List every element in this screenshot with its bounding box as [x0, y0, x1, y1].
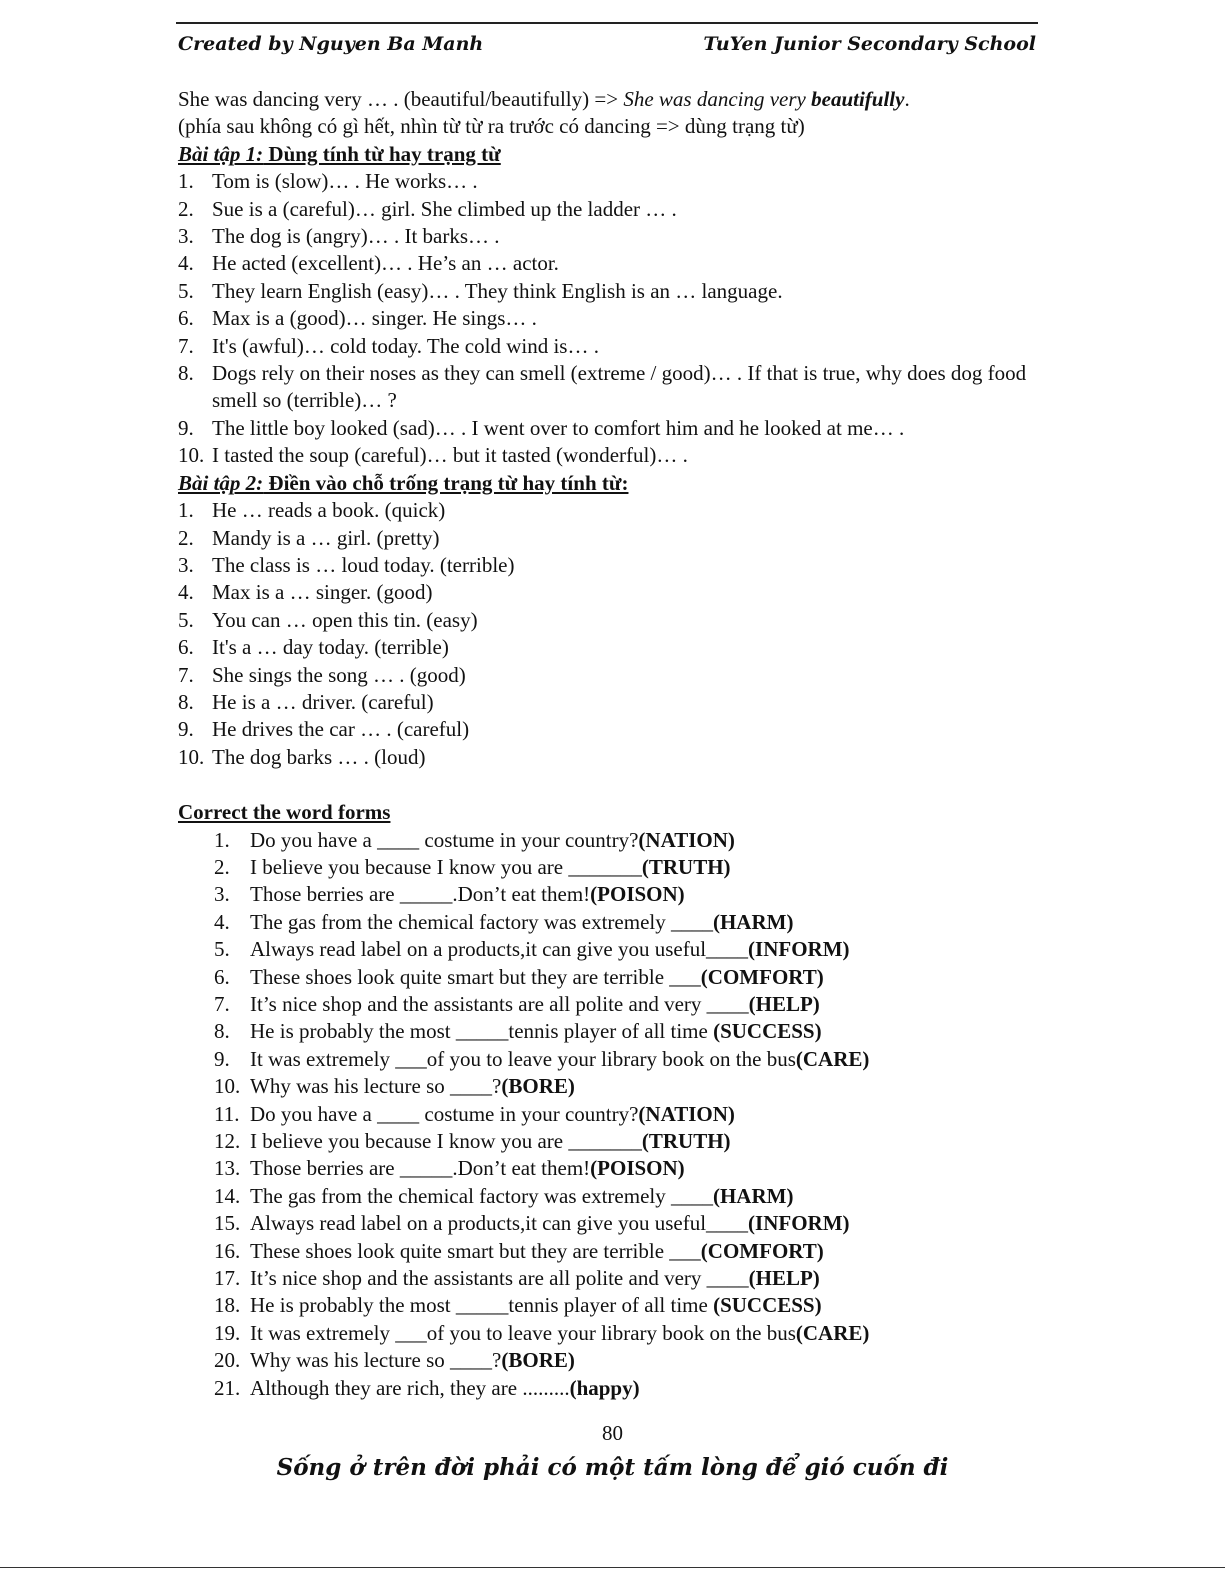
item-content — [250, 827, 735, 854]
item-number: 5. — [214, 937, 230, 962]
item-content — [250, 1073, 575, 1100]
list-item — [178, 552, 1038, 579]
intro-line-1 — [178, 86, 1038, 113]
item-hint: (SUCCESS) — [713, 1293, 822, 1318]
item-content — [212, 223, 1038, 250]
item-hint: (POISON) — [590, 882, 685, 907]
item-text: The gas from the chemical factory was extremely ____ — [250, 909, 713, 934]
item-hint: (COMFORT) — [700, 1238, 824, 1263]
header-author: Created by Nguyen Ba Manh — [178, 33, 484, 55]
item-hint: (HARM) — [712, 1183, 794, 1208]
list-item — [178, 196, 1038, 223]
item-content — [212, 744, 1038, 771]
list-item — [214, 936, 1038, 963]
item-number: 12. — [214, 1129, 241, 1154]
item-content — [250, 1183, 793, 1210]
item-text: Those berries are _____.Don’t eat them! — [250, 882, 591, 907]
item-number: 13. — [214, 1156, 241, 1181]
item-content — [212, 333, 1038, 360]
item-content — [212, 579, 1038, 606]
item-number: 9. — [214, 1046, 230, 1071]
item-content — [212, 360, 1038, 415]
item-text: He drives the car … . (careful) — [212, 717, 470, 742]
item-hint: (COMFORT) — [700, 964, 824, 989]
item-content — [212, 442, 1038, 469]
item-hint: (HELP) — [748, 1266, 820, 1291]
list-item — [178, 497, 1038, 524]
bottom-divider — [0, 1567, 1225, 1568]
item-number: 7. — [178, 333, 194, 358]
item-number: 3. — [178, 224, 194, 249]
item-number: 1. — [214, 827, 230, 852]
item-number: 14. — [214, 1183, 241, 1208]
intro-line-2: (phía sau không có gì hết, nhìn từ từ ra trước có dancing => dùng trạng từ) — [178, 114, 805, 139]
item-text: Those berries are _____.Don’t eat them! — [250, 1156, 591, 1181]
item-text: The dog barks … . (loud) — [212, 744, 426, 769]
intro-period: . — [904, 87, 910, 111]
item-text: I tasted the soup (careful)… but it tasted (wonderful)… . — [212, 443, 688, 468]
item-text: These shoes look quite smart but they are terrible ___ — [250, 964, 701, 989]
item-text: The dog is (angry)… . It barks… . — [212, 224, 500, 249]
list-item — [214, 827, 1038, 854]
list-item — [214, 881, 1038, 908]
item-number: 16. — [214, 1238, 241, 1263]
item-content — [250, 854, 731, 881]
item-number: 11. — [214, 1101, 240, 1126]
item-number: 4. — [214, 909, 230, 934]
list-item — [178, 607, 1038, 634]
intro-text: She was dancing very … . (beautiful/beautifully) => — [178, 87, 624, 111]
item-text: Max is a (good)… singer. He sings… . — [212, 306, 537, 331]
item-text: Sue is a (careful)… girl. She climbed up the ladder … . — [212, 196, 677, 221]
footer-motto: Sống ở trên đời phải có một tấm lòng để gió cuốn đi — [276, 1454, 949, 1481]
item-hint: (TRUTH) — [641, 1129, 731, 1154]
item-content — [212, 662, 1038, 689]
item-content — [250, 1210, 850, 1237]
list-item — [178, 415, 1038, 442]
item-text: It’s nice shop and the assistants are all polite and very ____ — [250, 992, 749, 1016]
list-item — [178, 716, 1038, 743]
list-item — [178, 360, 1038, 415]
item-hint: (BORE) — [501, 1348, 575, 1373]
item-number: 10. — [178, 744, 205, 769]
list-item — [214, 1101, 1038, 1128]
list-item — [178, 223, 1038, 250]
item-text: Do you have a ____ costume in your country? — [250, 827, 639, 852]
item-content — [250, 909, 793, 936]
exercise2-title-label: Bài tập 2: — [178, 470, 264, 495]
list-item — [178, 333, 1038, 360]
page-number: 80 — [602, 1421, 623, 1445]
list-item — [214, 1292, 1038, 1319]
item-text: He is a … driver. (careful) — [212, 689, 434, 714]
item-number: 15. — [214, 1211, 241, 1236]
item-content — [250, 1375, 640, 1402]
list-item — [214, 1210, 1038, 1237]
exercise1-title-text: Dùng tính từ hay trạng từ — [263, 141, 501, 166]
item-text: He acted (excellent)… . He’s an … actor. — [212, 251, 559, 276]
list-item — [178, 689, 1038, 716]
item-number: 20. — [214, 1348, 241, 1373]
item-number: 5. — [178, 607, 194, 632]
spacer — [178, 771, 1038, 799]
item-text: Always read label on a products,it can give you useful____ — [250, 1211, 749, 1236]
item-hint: (TRUTH) — [641, 854, 731, 879]
item-number: 2. — [178, 196, 194, 221]
item-content — [250, 1292, 822, 1319]
list-item — [214, 964, 1038, 991]
exercise2-list — [178, 497, 1038, 771]
list-item — [214, 1238, 1038, 1265]
item-text: Tom is (slow)… . He works… . — [212, 169, 478, 194]
document-body — [178, 86, 1038, 1402]
item-number: 8. — [214, 1019, 230, 1044]
item-text: It was extremely ___of you to leave your library book on the bus — [250, 1046, 796, 1071]
item-number: 6. — [178, 306, 194, 331]
exercise1-title — [178, 141, 1038, 168]
item-number: 6. — [214, 964, 230, 989]
item-content — [250, 1155, 685, 1182]
item-hint: (happy) — [569, 1375, 640, 1400]
page-header — [176, 22, 1038, 62]
list-item — [178, 634, 1038, 661]
item-text: He is probably the most _____tennis player of all time — [250, 1019, 714, 1044]
item-content — [212, 607, 1038, 634]
item-text: These shoes look quite smart but they are terrible ___ — [250, 1238, 701, 1263]
word-forms-list — [178, 827, 1038, 1403]
item-content — [212, 278, 1038, 305]
item-hint: (NATION) — [638, 1101, 735, 1126]
item-content — [250, 1046, 869, 1073]
list-item — [214, 1155, 1038, 1182]
intro-answer: beautifully — [811, 87, 905, 111]
list-item — [214, 1073, 1038, 1100]
item-number: 1. — [178, 169, 194, 194]
list-item — [178, 442, 1038, 469]
item-text: It’s nice shop and the assistants are all polite and very ____ — [250, 1266, 749, 1291]
item-content — [250, 1101, 735, 1128]
item-text: It was extremely ___of you to leave your library book on the bus — [250, 1320, 796, 1345]
item-number: 7. — [214, 992, 230, 1016]
list-item — [178, 250, 1038, 277]
list-item — [214, 1375, 1038, 1402]
item-number: 8. — [178, 361, 194, 386]
item-content — [250, 881, 685, 908]
item-content — [250, 964, 824, 991]
item-content — [212, 552, 1038, 579]
item-hint: (HELP) — [748, 992, 820, 1016]
item-content — [250, 1320, 869, 1347]
list-item — [214, 1046, 1038, 1073]
exercise1-title-label: Bài tập 1: — [178, 141, 264, 166]
item-content — [212, 415, 1038, 442]
item-text: He … reads a book. (quick) — [212, 498, 446, 523]
item-number: 9. — [178, 717, 194, 742]
item-number: 8. — [178, 689, 194, 714]
item-text: She sings the song … . (good) — [212, 662, 466, 687]
item-text: Why was his lecture so ____? — [250, 1074, 502, 1099]
item-text: It's a … day today. (terrible) — [212, 635, 449, 660]
item-number: 21. — [214, 1375, 241, 1400]
header-school: TuYen Junior Secondary School — [703, 33, 1036, 55]
exercise2-title — [178, 470, 1038, 497]
item-text: He is probably the most _____tennis player of all time — [250, 1293, 714, 1318]
item-text: It's (awful)… cold today. The cold wind is… . — [212, 333, 599, 358]
item-content — [250, 991, 820, 1018]
item-hint: (CARE) — [795, 1046, 870, 1071]
item-hint: (POISON) — [590, 1156, 685, 1181]
item-number: 3. — [214, 882, 230, 907]
item-content — [250, 1128, 731, 1155]
item-number: 19. — [214, 1320, 241, 1345]
list-item — [178, 744, 1038, 771]
item-content — [212, 196, 1038, 223]
item-text: I believe you because I know you are _______ — [250, 854, 642, 879]
list-item — [214, 1128, 1038, 1155]
exercise2-title-text: Điền vào chỗ trống trạng từ hay tính từ: — [263, 470, 629, 495]
item-number: 4. — [178, 580, 194, 605]
list-item — [214, 1320, 1038, 1347]
item-number: 4. — [178, 251, 194, 276]
item-content — [250, 1265, 820, 1292]
item-hint: (NATION) — [638, 827, 735, 852]
list-item — [214, 854, 1038, 881]
item-number: 6. — [178, 635, 194, 660]
item-text: Mandy is a … girl. (pretty) — [212, 525, 440, 550]
item-number: 9. — [178, 415, 194, 440]
list-item — [214, 1183, 1038, 1210]
item-content — [212, 525, 1038, 552]
item-text: The little boy looked (sad)… . I went over to comfort him and he looked at me… . — [212, 415, 905, 440]
item-text: You can … open this tin. (easy) — [212, 607, 478, 632]
item-text: The gas from the chemical factory was extremely ____ — [250, 1183, 713, 1208]
list-item — [178, 305, 1038, 332]
item-number: 10. — [214, 1074, 241, 1099]
list-item — [214, 1347, 1038, 1374]
item-content — [250, 936, 850, 963]
item-number: 2. — [178, 525, 194, 550]
list-item — [214, 991, 1038, 1018]
item-number: 5. — [178, 278, 194, 303]
item-text: They learn English (easy)… . They think English is an … language. — [212, 278, 783, 303]
item-hint: (INFORM) — [748, 1211, 850, 1236]
item-content — [250, 1347, 575, 1374]
item-number: 17. — [214, 1266, 241, 1291]
item-hint: (BORE) — [501, 1074, 575, 1099]
item-content — [212, 634, 1038, 661]
list-item — [214, 1018, 1038, 1045]
list-item — [178, 579, 1038, 606]
list-item — [178, 662, 1038, 689]
item-hint: (CARE) — [795, 1320, 870, 1345]
item-number: 7. — [178, 662, 194, 687]
item-content — [212, 689, 1038, 716]
item-content — [212, 250, 1038, 277]
list-item — [214, 909, 1038, 936]
item-content — [212, 716, 1038, 743]
item-text: Although they are rich, they are ......... — [250, 1375, 570, 1400]
item-content — [250, 1238, 824, 1265]
list-item — [214, 1265, 1038, 1292]
intro-example: She was dancing very — [623, 87, 812, 111]
word-forms-title: Correct the word forms — [178, 800, 391, 825]
item-text: Do you have a ____ costume in your country? — [250, 1101, 639, 1126]
item-hint: (SUCCESS) — [713, 1019, 822, 1044]
item-hint: (HARM) — [712, 909, 794, 934]
list-item — [178, 278, 1038, 305]
item-number: 18. — [214, 1293, 241, 1318]
item-text: The class is … loud today. (terrible) — [212, 552, 515, 577]
list-item — [178, 168, 1038, 195]
item-content — [212, 305, 1038, 332]
item-text: I believe you because I know you are _______ — [250, 1129, 642, 1154]
item-text: Why was his lecture so ____? — [250, 1348, 502, 1373]
item-text: Dogs rely on their noses as they can smell (extreme / good)… . If that is true, why does dog food smell so (terrible)… ? — [212, 361, 1027, 413]
item-content — [212, 168, 1038, 195]
item-number: 1. — [178, 498, 194, 523]
item-content — [250, 1018, 822, 1045]
item-number: 10. — [178, 443, 205, 468]
item-number: 2. — [214, 854, 230, 879]
item-text: Max is a … singer. (good) — [212, 580, 433, 605]
item-content — [212, 497, 1038, 524]
list-item — [178, 525, 1038, 552]
exercise1-list — [178, 168, 1038, 469]
item-text: Always read label on a products,it can give you useful____ — [250, 937, 749, 962]
item-number: 3. — [178, 552, 194, 577]
item-hint: (INFORM) — [748, 937, 850, 962]
